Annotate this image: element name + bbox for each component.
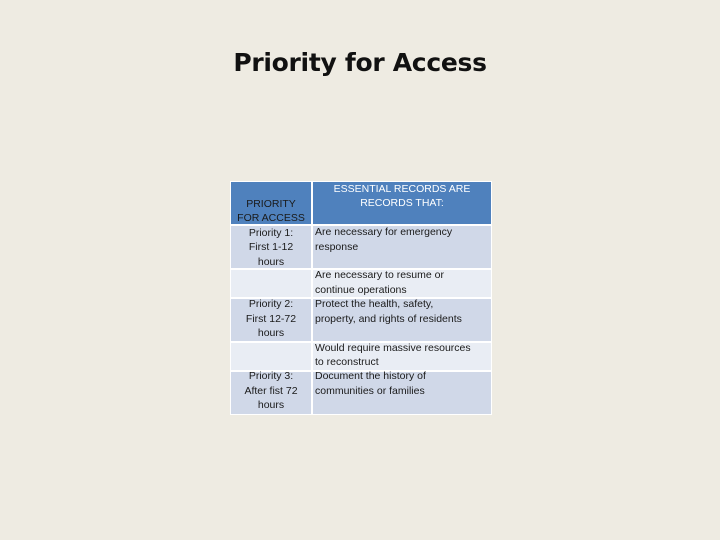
records-text: Are necessary for emergency [315, 226, 453, 238]
priority-1-text: First 1-12 [248, 241, 294, 253]
records-text: Protect the health, safety, [315, 298, 434, 310]
priority-header-text: FOR ACCESS [237, 212, 305, 224]
priority-3-text: Priority 3: [248, 370, 294, 382]
records-text: property, and rights of residents [315, 313, 462, 325]
records-text: Are necessary to resume or [315, 269, 444, 281]
slide-title: Priority for Access [233, 48, 487, 77]
priority-2-text: First 12-72 [245, 313, 297, 325]
records-text: Would require massive resources [315, 342, 471, 354]
records-text: to reconstruct [315, 356, 379, 368]
row-cell-left [231, 270, 311, 297]
priority-3-text: After fist 72 [244, 385, 298, 397]
header-text-line: RECORDS THAT: [360, 197, 444, 209]
priority-1-text: hours [257, 256, 285, 268]
row-cell-left [231, 343, 311, 370]
priority-header-text: PRIORITY [246, 198, 296, 210]
priority-table [230, 181, 492, 415]
priority-3-text: hours [257, 399, 285, 411]
records-text: response [315, 241, 359, 253]
priority-1-text: Priority 1: [248, 227, 294, 239]
header-text-line: ESSENTIAL RECORDS ARE [333, 183, 471, 195]
priority-2-text: Priority 2: [248, 298, 294, 310]
records-text: continue operations [315, 284, 407, 296]
priority-2-text: hours [257, 327, 285, 339]
records-text: Document the history of [315, 370, 426, 382]
records-text: communities or families [315, 385, 425, 397]
